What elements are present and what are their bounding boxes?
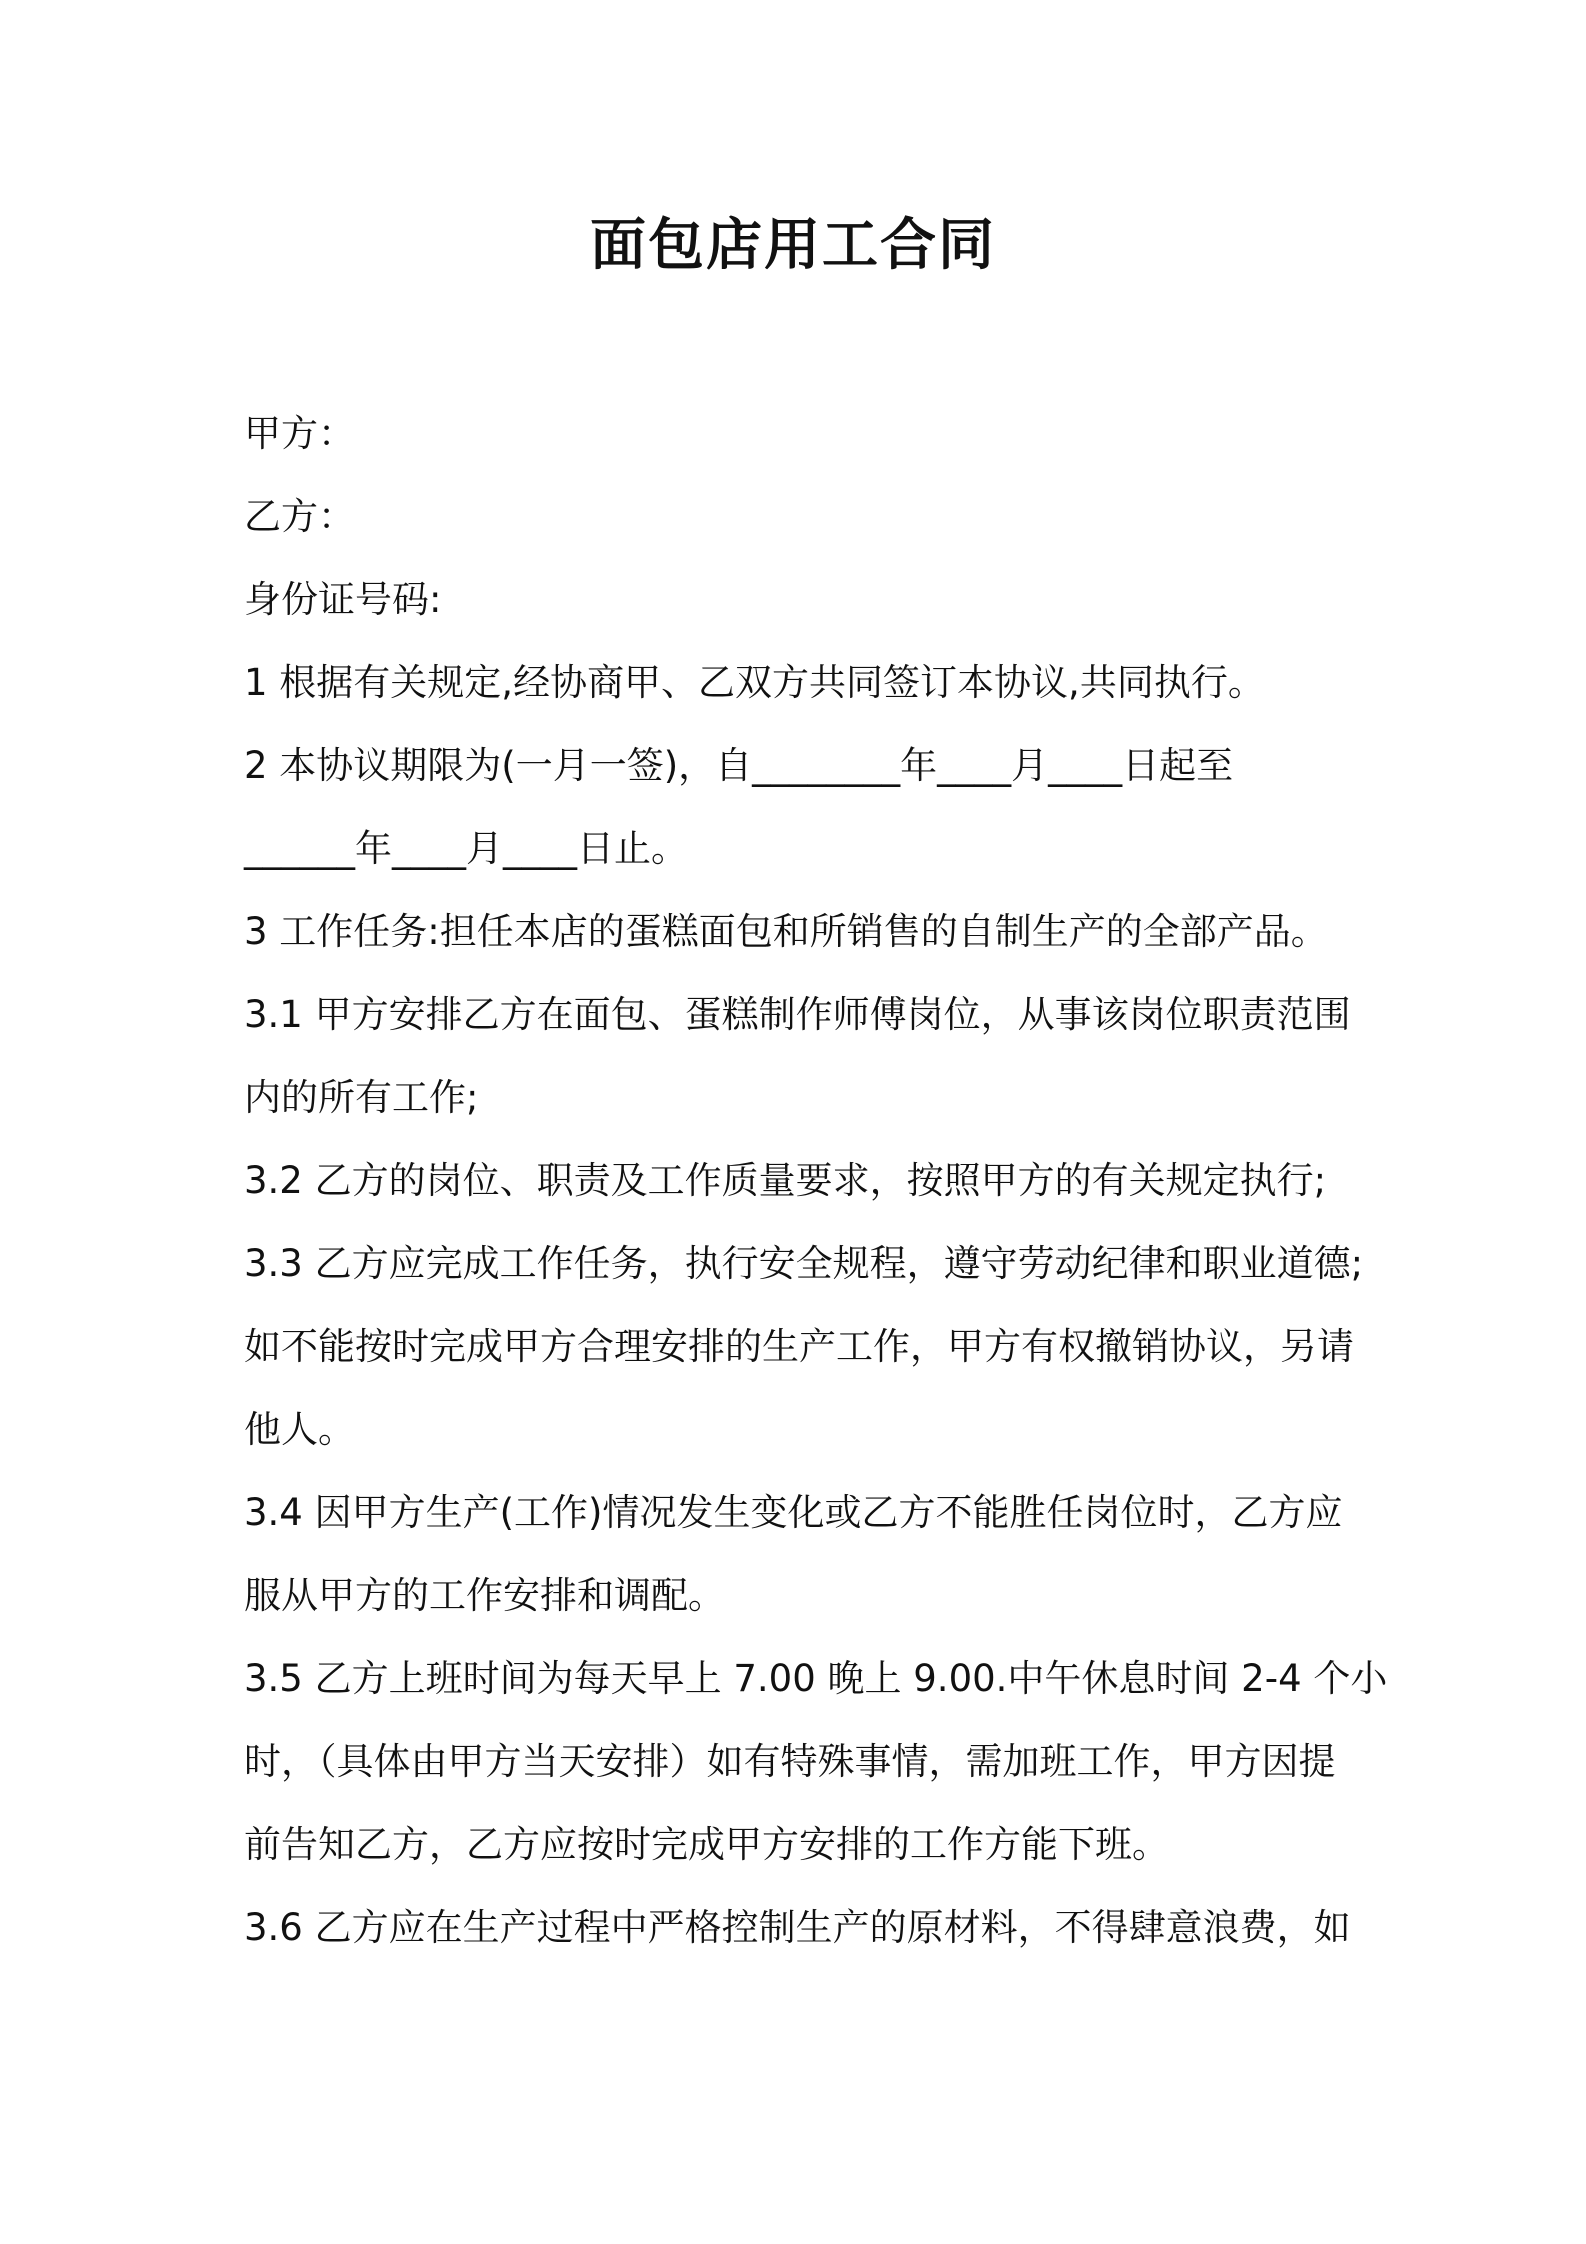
- clause-1: 1 根据有关规定,经协商甲、乙双方共同签订本协议,共同执行。: [244, 661, 1265, 704]
- clause-3-3-line-3: 他人。: [244, 1408, 355, 1451]
- clause-3-5-line-2: 时，（具体由甲方当天安排）如有特殊事情，需加班工作，甲方因提: [244, 1740, 1336, 1783]
- clause-3-2: 3.2 乙方的岗位、职责及工作质量要求，按照甲方的有关规定执行;: [244, 1159, 1327, 1202]
- clause-3-1-line-1: 3.1 甲方安排乙方在面包、蛋糕制作师傅岗位，从事该岗位职责范围: [244, 993, 1351, 1036]
- party-a-line: 甲方：: [244, 412, 355, 455]
- clause-3-4-line-2: 服从甲方的工作安排和调配。: [244, 1574, 725, 1617]
- clause-2-line-2: ______年____月____日止。: [244, 827, 688, 870]
- id-number-line: 身份证号码:: [244, 578, 442, 621]
- clause-3-1-line-2: 内的所有工作;: [244, 1076, 479, 1119]
- clause-3-4-line-1: 3.4 因甲方生产(工作)情况发生变化或乙方不能胜任岗位时，乙方应: [244, 1491, 1343, 1534]
- contract-body: [244, 404, 1388, 1981]
- clause-2-line-1: 2 本协议期限为(一月一签)，自________年____月____日起至: [244, 744, 1234, 787]
- document-title: 面包店用工合同: [590, 213, 996, 278]
- clause-3-5-line-3: 前告知乙方，乙方应按时完成甲方安排的工作方能下班。: [244, 1823, 1169, 1866]
- clause-3-3-line-2: 如不能按时完成甲方合理安排的生产工作，甲方有权撤销协议，另请: [244, 1325, 1354, 1368]
- party-b-line: 乙方：: [244, 495, 355, 538]
- clause-3: 3 工作任务:担任本店的蛋糕面包和所销售的自制生产的全部产品。: [244, 910, 1328, 953]
- clause-3-3-line-1: 3.3 乙方应完成工作任务，执行安全规程，遵守劳动纪律和职业道德;: [244, 1242, 1364, 1285]
- clause-3-6-line-1: 3.6 乙方应在生产过程中严格控制生产的原材料，不得肆意浪费，如: [244, 1906, 1351, 1949]
- clause-3-5-line-1: 3.5 乙方上班时间为每天早上 7.00 晚上 9.00.中午休息时间 2-4 个小: [244, 1657, 1388, 1700]
